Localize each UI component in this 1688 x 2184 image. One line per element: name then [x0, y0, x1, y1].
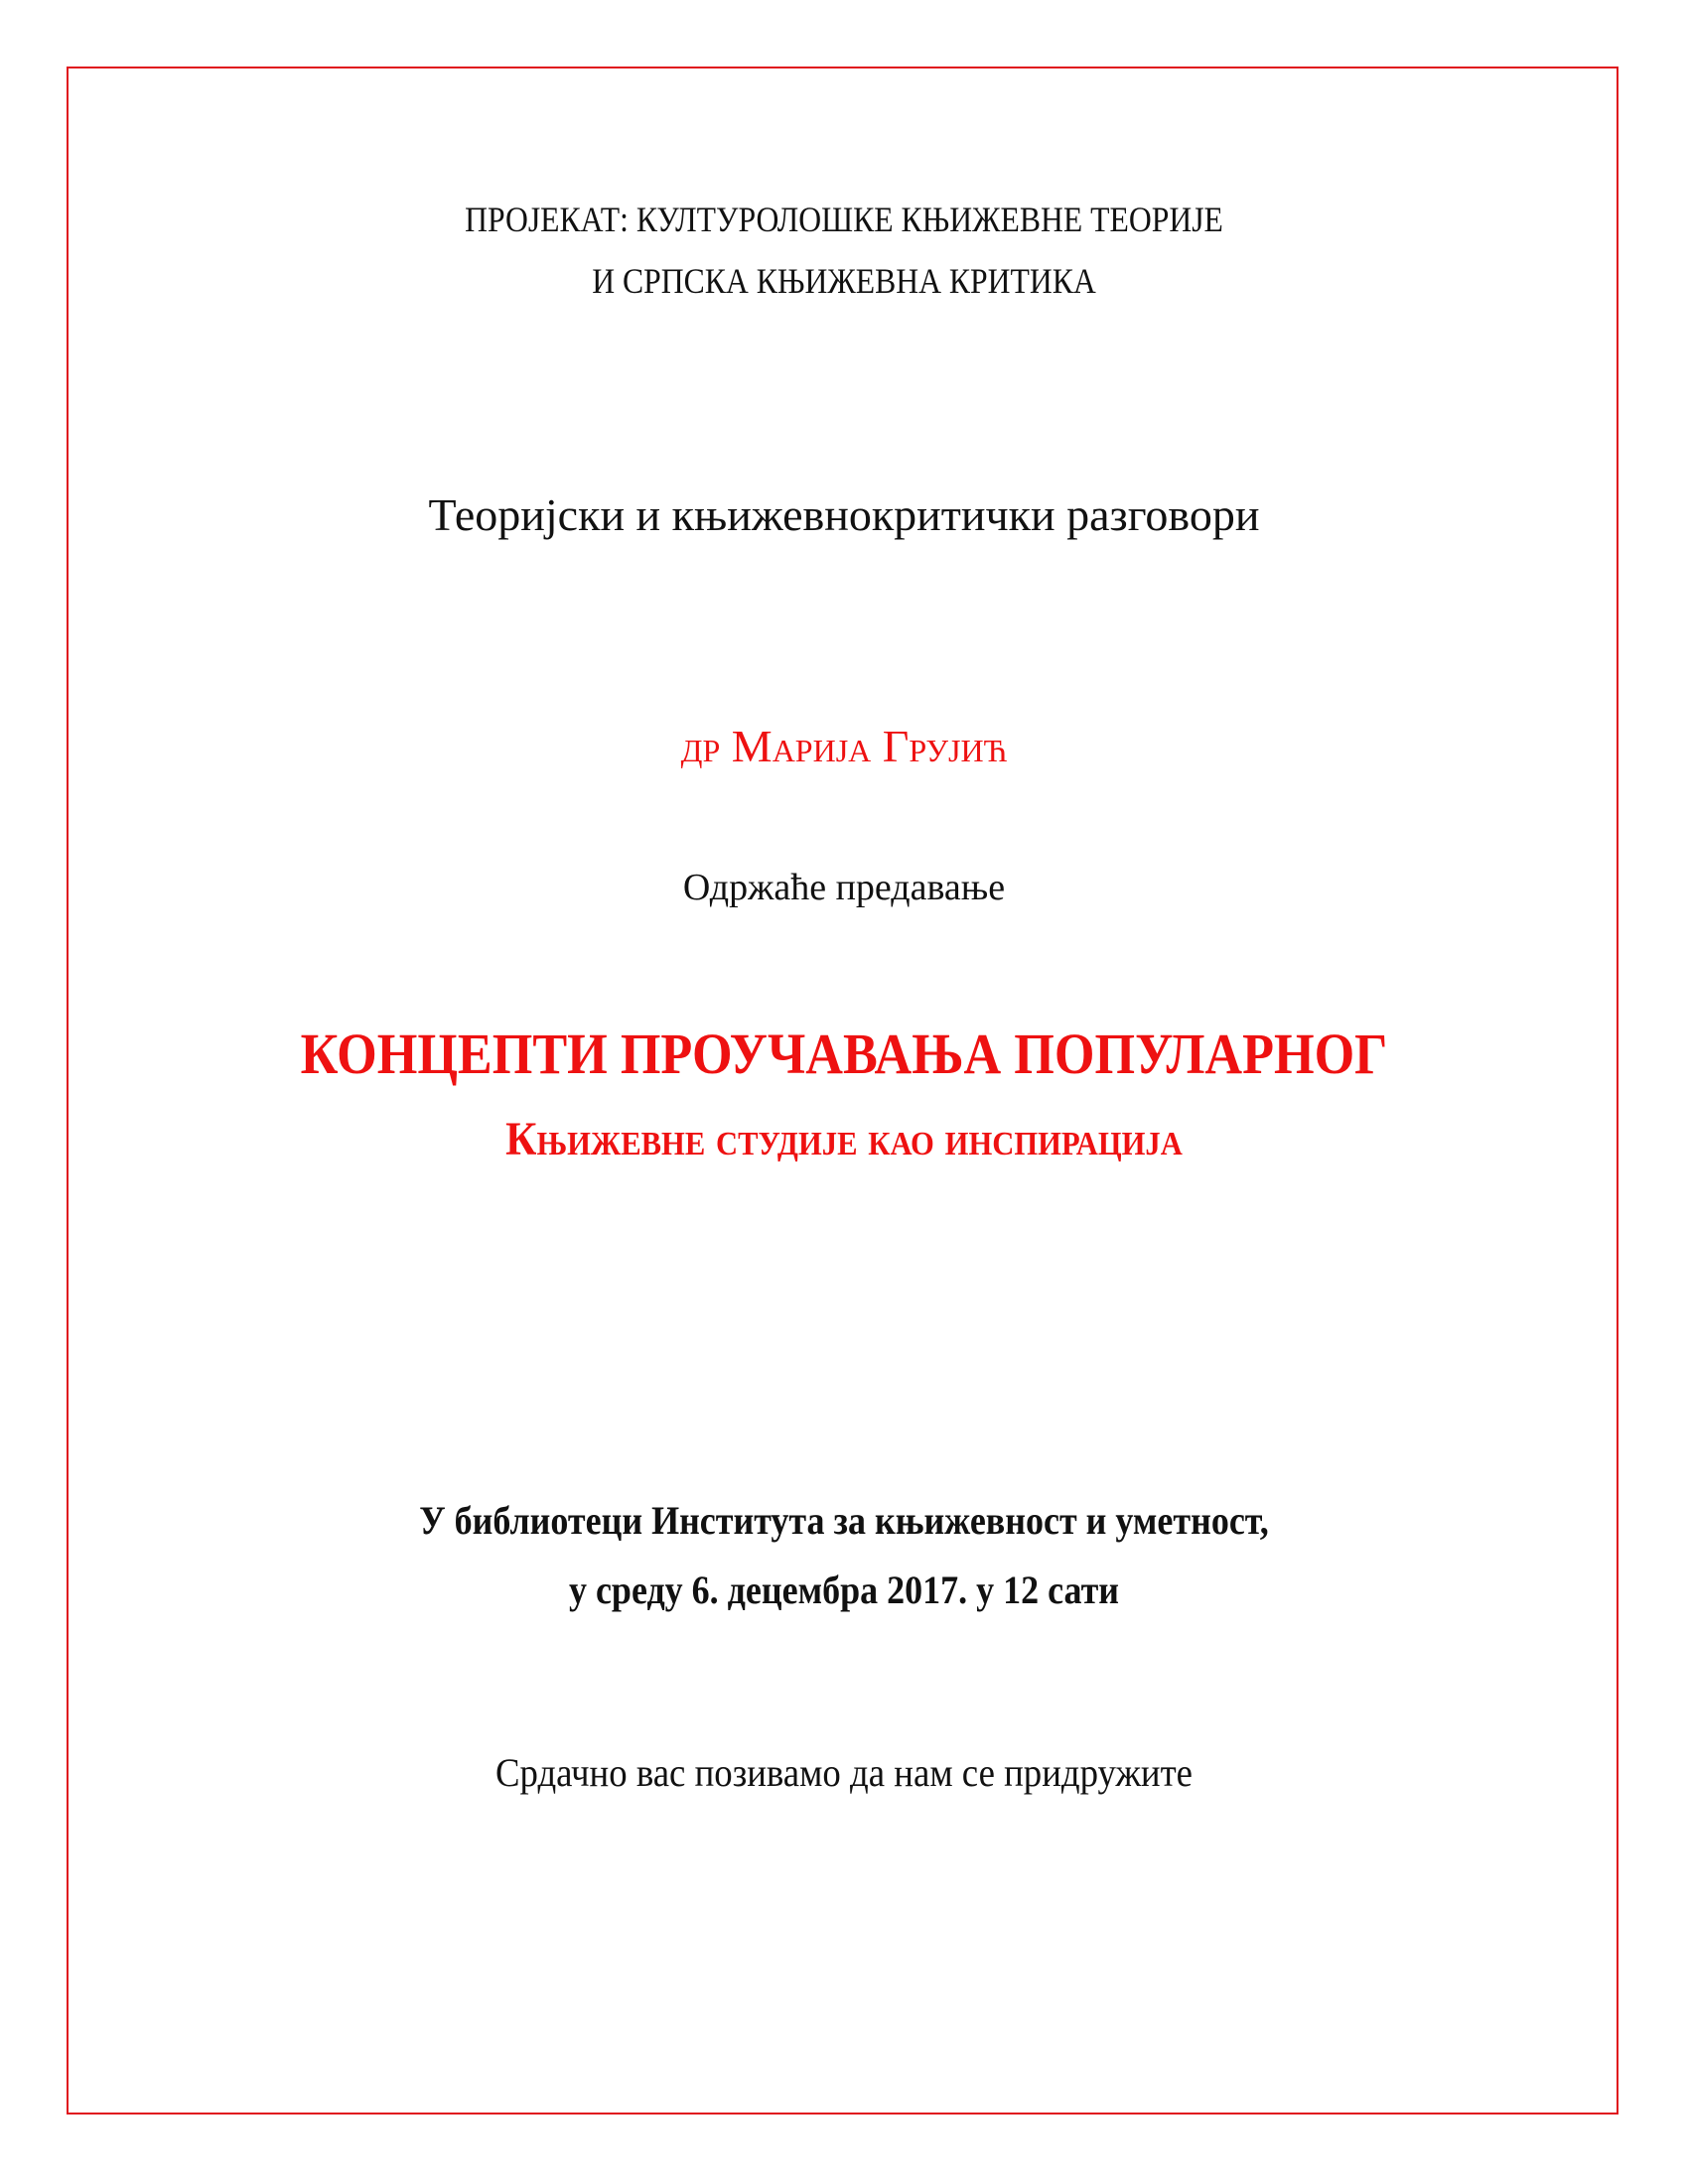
- invitation-text: Срдачно вас позивамо да нам се придружите: [494, 1750, 1193, 1795]
- lecture-title-line-2: Књижевне студије као инспирација: [505, 1113, 1183, 1165]
- speaker-name: др Марија Грујић: [680, 721, 1008, 771]
- venue-line-2: у среду 6. децембра 2017. у 12 сати: [568, 1568, 1120, 1612]
- series-title: Теоријски и књижевнокритички разговори: [428, 489, 1260, 540]
- page-border: [67, 67, 1618, 2115]
- project-title-line-2: И СРПСКА КЊИЖЕВНА КРИТИКА: [592, 261, 1096, 301]
- project-title-line-1: ПРОЈЕКАТ: КУЛТУРОЛОШКЕ КЊИЖЕВНЕ ТЕОРИЈЕ: [465, 200, 1223, 239]
- lecture-title-line-1: КОНЦЕПТИ ПРОУЧАВАЊА ПОПУЛАРНОГ: [300, 1022, 1388, 1086]
- venue-line-1: У библиотеци Института за књижевност и уметност,: [419, 1498, 1269, 1543]
- announcement-text: Одржаће предавање: [682, 867, 1006, 908]
